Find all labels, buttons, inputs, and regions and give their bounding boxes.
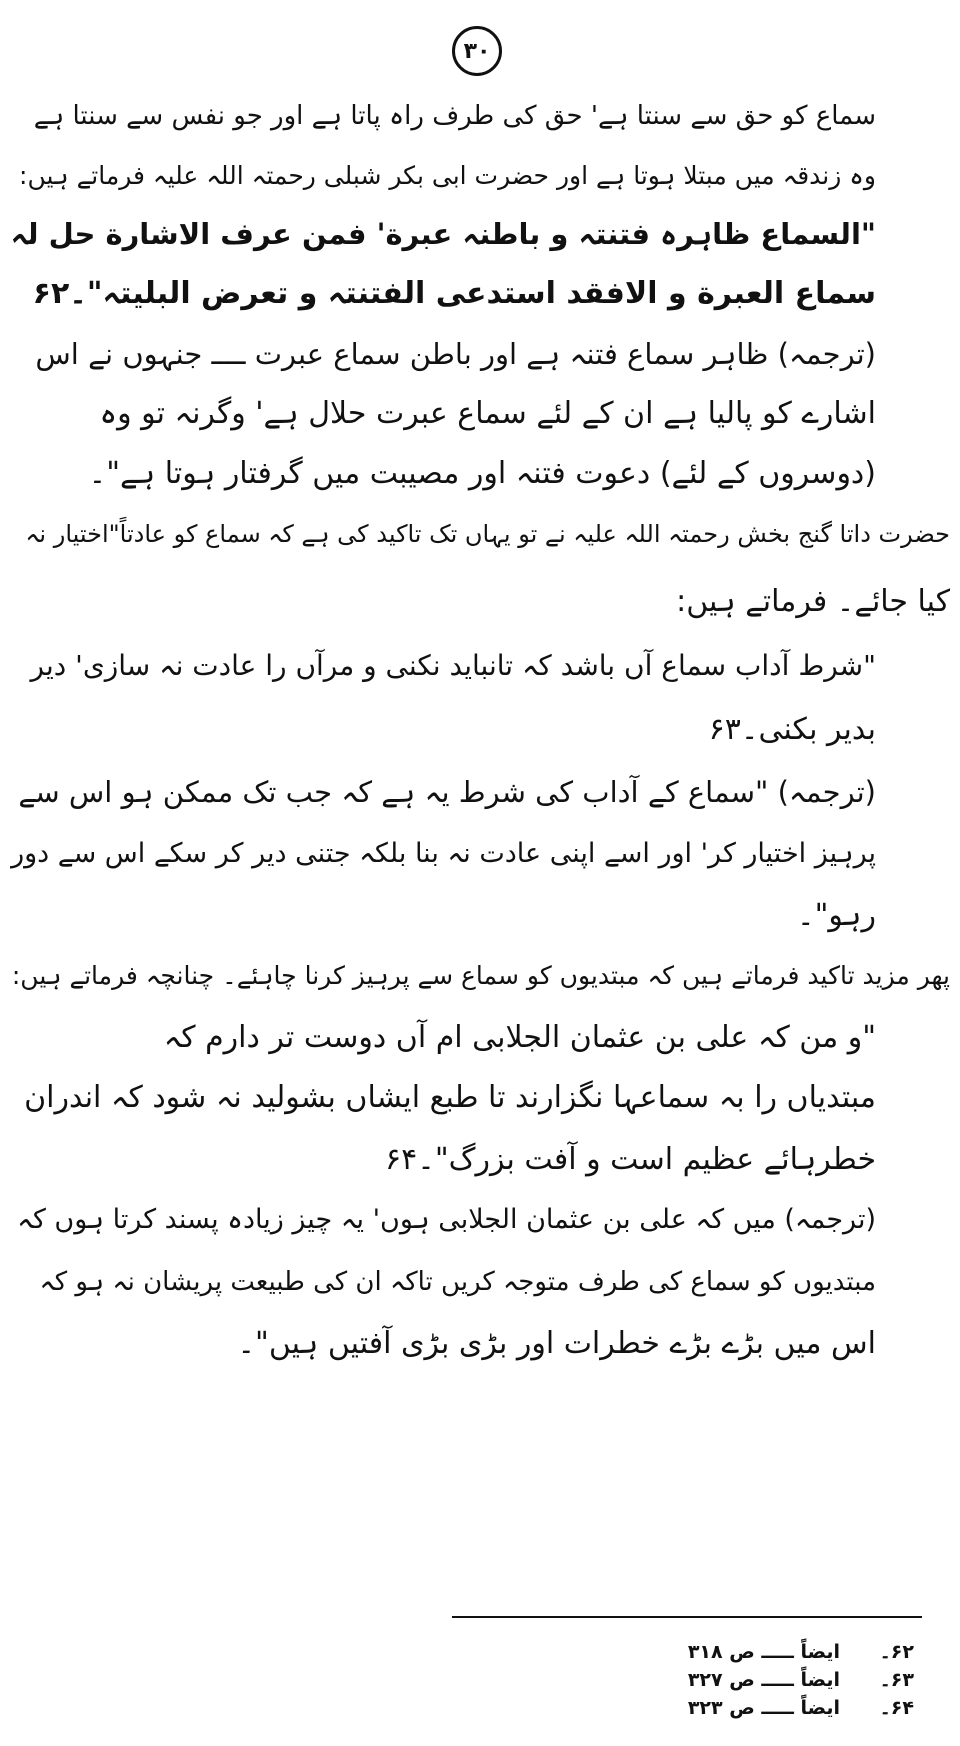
footnote-text: ایضاً ـــــ ص ۳۲۷ [687,1669,840,1691]
text-line: (ترجمہ) "سماع کے آداب کی شرط یہ ہے کہ جب تک ممکن ہو اس سے [18,775,876,809]
text-line-persian-quote: "شرط آداب سماع آں باشد کہ تانباید نکنی و مرآں را عادت نہ سازی' دیر [30,649,876,682]
text-line: اشارے کو پالیا ہے ان کے لئے سماع عبرت حلال ہے' وگرنہ تو وہ [99,396,876,431]
footnote-text: ایضاً ـــــ ص ۳۱۸ [687,1641,840,1663]
text-line: وہ زندقہ میں مبتلا ہوتا ہے اور حضرت ابی بکر شبلی رحمتہ اللہ علیہ فرماتے ہیں: [19,161,876,190]
text-line-persian-quote: "و من کہ علی بن عثمان الجلابی ام آں دوست تر دارم کہ [163,1020,876,1055]
text-line: (ترجمہ) ظاہر سماع فتنہ ہے اور باطن سماع عبرت ــــ جنہوں نے اس [35,337,876,371]
text-line-arabic-quote: سماع العبرة و الافقد استدعی الفتنتہ و تعرض البلیتہ"۔۶۲ [32,276,876,311]
text-line: کیا جائے۔ فرماتے ہیں: [676,584,950,619]
text-line: (دوسروں کے لئے) دعوت فتنہ اور مصیبت میں گرفتار ہوتا ہے"۔ [88,456,876,491]
footnote-number: ۶۲۔ [879,1641,914,1663]
text-line: حضرت داتا گنج بخش رحمتہ اللہ علیہ نے تو یہاں تک تاکید کی ہے کہ سماع کو عادتاً"اختیار نہ [25,520,950,548]
text-line: (ترجمہ) میں کہ علی بن عثمان الجلابی ہوں' یہ چیز زیادہ پسند کرتا ہوں کہ [17,1204,876,1235]
footnote-text: ایضاً ـــــ ص ۳۲۳ [687,1697,840,1719]
text-line: اس میں بڑے بڑے خطرات اور بڑی بڑی آفتیں ہیں"۔ [237,1326,876,1361]
text-line: پرہیز اختیار کر' اور اسے اپنی عادت نہ بنا بلکہ جتنی دیر کر سکے اس سے دور [11,838,876,869]
text-line: رہو"۔ [797,898,876,933]
text-line: پھر مزید تاکید فرماتے ہیں کہ مبتدیوں کو سماع سے پرہیز کرنا چاہئے۔ چنانچہ فرماتے ہیں: [11,961,950,990]
footnote-divider [452,1616,922,1618]
text-line-persian-quote: خطرہائے عظیم است و آفت بزرگ"۔۶۴ [385,1142,876,1177]
text-line-persian-quote: بدیر بکنی۔۶۳ [708,712,876,747]
text-line: سماع کو حق سے سنتا ہے' حق کی طرف راہ پاتا ہے اور جو نفس سے سنتا ہے [33,101,876,131]
text-line: مبتدیوں کو سماع کی طرف متوجہ کریں تاکہ ان کی طبیعت پریشان نہ ہو کہ [39,1267,876,1297]
footnote-number: ۶۳۔ [879,1669,914,1691]
page-number: ۳۰ [452,26,502,76]
footnote-number: ۶۴۔ [879,1697,914,1719]
text-line-arabic-quote: "السماع ظاہرہ فتنتہ و باطنہ عبرة' فمن عرف الاشارة حل لہ [10,217,876,251]
text-line-persian-quote: مبتدیاں را بہ سماعہا نگزارند تا طبع ایشاں بشولید نہ شود کہ اندران [24,1080,876,1115]
